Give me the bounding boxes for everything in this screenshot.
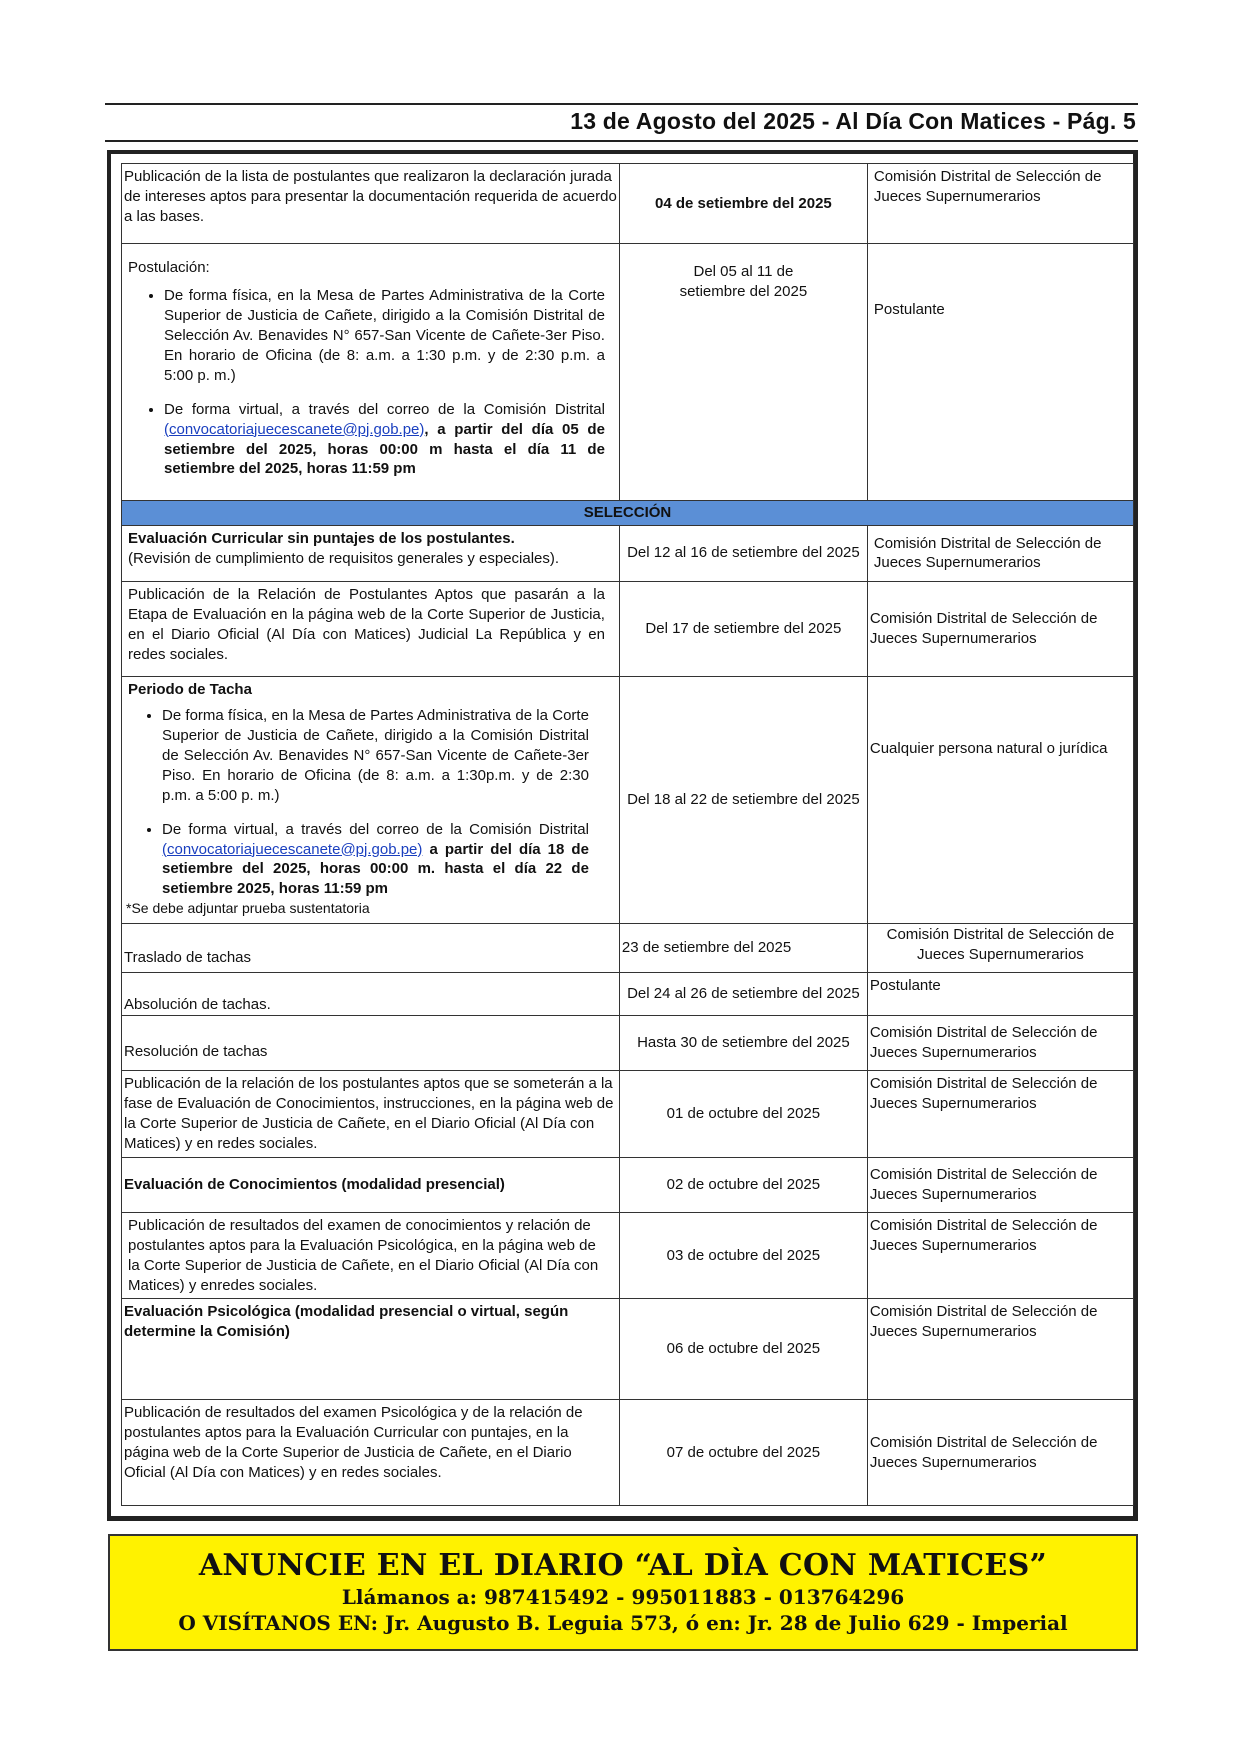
list-item: • De forma física, en la Mesa de Partes Administrativa de la Corte Superior de Justicia de Cañete, dirigido a la Comisión Distrital de Selección Av. Benavides N° 657-San Vicente de Cañete-3er Piso. En horario de Oficina (de 8: a.m. a 1:30p.m. y de 2:30 p.m. a 5:00 p. m.) bbox=[162, 706, 589, 806]
activity-cell bbox=[122, 676, 620, 923]
bullet-list bbox=[126, 706, 589, 899]
date-text: Del 05 al 11 de setiembre del 2025 bbox=[679, 263, 808, 300]
table-row bbox=[122, 1015, 1134, 1070]
responsible-cell: Postulante bbox=[867, 972, 1133, 1015]
responsible-cell: Comisión Distrital de Selección de Jueces Supernumerarios bbox=[867, 1212, 1133, 1299]
page-header bbox=[105, 103, 1138, 142]
date-cell: Del 24 al 26 de setiembre del 2025 bbox=[619, 972, 867, 1015]
date-cell bbox=[619, 244, 867, 501]
table-row bbox=[122, 676, 1134, 923]
table-row bbox=[122, 1070, 1134, 1157]
date-cell: Del 18 al 22 de setiembre del 2025 bbox=[619, 676, 867, 923]
date-cell: Hasta 30 de setiembre del 2025 bbox=[619, 1015, 867, 1070]
activity-cell: Resolución de tachas bbox=[122, 1015, 620, 1070]
table-row bbox=[122, 1212, 1134, 1299]
date-cell: 23 de setiembre del 2025 bbox=[619, 923, 867, 972]
ad-address: O VISÍTANOS EN: Jr. Augusto B. Leguia 573, ó en: Jr. 28 de Julio 629 - Imperial bbox=[178, 1611, 1068, 1635]
date-cell: 03 de octubre del 2025 bbox=[619, 1212, 867, 1299]
list-item-text: De forma virtual, a través del correo de la Comisión Distrital bbox=[162, 820, 589, 838]
table-row bbox=[122, 244, 1134, 501]
list-item bbox=[164, 400, 605, 480]
schedule-table bbox=[121, 163, 1134, 1506]
bullet-list bbox=[128, 286, 605, 479]
responsible-cell: Comisión Distrital de Selección de Jueces Supernumerarios bbox=[867, 923, 1133, 972]
table-row bbox=[122, 1157, 1134, 1212]
responsible-cell bbox=[867, 244, 1133, 501]
responsible-cell: Comisión Distrital de Selección de Jueces Supernumerarios bbox=[867, 581, 1133, 676]
header-text: 13 de Agosto del 2025 - Al Día Con Matices - Pág. 5 bbox=[570, 108, 1136, 134]
activity-cell: Publicación de resultados del examen de conocimientos y relación de postulantes aptos para la Evaluación Psicológica, en la página web de la Corte Superior de Justicia de Cañete, en el Diario Oficial (Al Día con Matices) y enredes sociales. bbox=[122, 1212, 620, 1299]
activity-cell: Publicación de resultados del examen Psicológica y de la relación de postulantes aptos para la Evaluación Curricular con puntajes, en la página web de la Corte Superior de Justicia de Cañete, en el Diario Oficial (Al Día con Matices) y en redes sociales. bbox=[122, 1400, 620, 1506]
activity-cell: Publicación de la relación de los postulantes aptos que se someterán a la fase de Evaluación de Conocimientos, instrucciones, en la página web de la Corte Superior de Justicia de Cañete, en el Diario Oficial (Al Día con Matices) y en redes sociales. bbox=[122, 1070, 620, 1157]
responsible-cell: Cualquier persona natural o jurídica bbox=[867, 676, 1133, 923]
responsible-cell: Comisión Distrital de Selección de Jueces Supernumerarios bbox=[867, 1299, 1133, 1400]
list-item-bold-text: a partir del día 18 de setiembre del 2025, horas 00:00 m. hasta el día 22 de setiembre 2025, horas 11:59 pm bbox=[162, 840, 589, 898]
list-item bbox=[162, 820, 589, 900]
activity-cell bbox=[122, 164, 620, 244]
activity-title: Postulación: bbox=[128, 259, 210, 276]
responsible-cell: Comisión Distrital de Selección de Jueces Supernumerarios bbox=[867, 525, 1133, 581]
list-item-bold-text: , a partir del día 05 de setiembre del 2025, horas 00:00 m hasta el día 11 de setiembre del 2025, horas 11:59 pm bbox=[164, 420, 605, 478]
note-text: *Se debe adjuntar prueba sustentatoria bbox=[126, 900, 370, 917]
email-link[interactable]: (convocatoriajuecescanete@pj.gob.pe) bbox=[162, 840, 423, 858]
activity-cell bbox=[122, 244, 620, 501]
section-header-row bbox=[122, 501, 1134, 526]
date-cell: 04 de setiembre del 2025 bbox=[619, 164, 867, 244]
activity-cell bbox=[122, 525, 620, 581]
activity-text: Publicación de la lista de postulantes que realizaron la declaración jurada de intereses aptos para presentar la documentación requerida de acuerdo a las bases. bbox=[124, 168, 617, 225]
responsible-cell: Comisión Distrital de Selección de Jueces Supernumerarios bbox=[867, 1157, 1133, 1212]
activity-cell: Evaluación de Conocimientos (modalidad presencial) bbox=[122, 1157, 620, 1212]
date-cell: 06 de octubre del 2025 bbox=[619, 1299, 867, 1400]
date-cell: 02 de octubre del 2025 bbox=[619, 1157, 867, 1212]
activity-text: (Revisión de cumplimiento de requisitos generales y especiales). bbox=[128, 549, 560, 567]
table-row bbox=[122, 581, 1134, 676]
table-row bbox=[122, 1400, 1134, 1506]
date-cell: Del 17 de setiembre del 2025 bbox=[619, 581, 867, 676]
activity-cell: Absolución de tachas. bbox=[122, 972, 620, 1015]
email-link[interactable]: (convocatoriajuecescanete@pj.gob.pe) bbox=[164, 420, 425, 438]
responsible-cell: Comisión Distrital de Selección de Jueces Supernumerarios bbox=[867, 1400, 1133, 1506]
activity-title: Periodo de Tacha bbox=[128, 680, 252, 698]
table-row bbox=[122, 525, 1134, 581]
ad-phones: Llámanos a: 987415492 - 995011883 - 013764296 bbox=[341, 1585, 905, 1609]
section-header-seleccion: SELECCIÓN bbox=[122, 501, 1134, 526]
date-cell: 07 de octubre del 2025 bbox=[619, 1400, 867, 1506]
activity-cell: Publicación de la Relación de Postulantes Aptos que pasarán a la Etapa de Evaluación en la página web de la Corte Superior de Justicia, en el Diario Oficial (Al Día con Matices) Judicial La República y en redes sociales. bbox=[122, 581, 620, 676]
activity-title: Evaluación Curricular sin puntajes de los postulantes. bbox=[128, 529, 515, 547]
ad-headline: ANUNCIE EN EL DIARIO “AL DÌA CON MATICES” bbox=[198, 1548, 1048, 1583]
table-row bbox=[122, 164, 1134, 244]
responsible-cell: Comisión Distrital de Selección de Jueces Supernumerarios bbox=[867, 164, 1133, 244]
table-row bbox=[122, 972, 1134, 1015]
date-cell: 01 de octubre del 2025 bbox=[619, 1070, 867, 1157]
activity-cell: Evaluación Psicológica (modalidad presencial o virtual, según determine la Comisión) bbox=[122, 1299, 620, 1400]
list-item-text: De forma virtual, a través del correo de la Comisión Distrital bbox=[164, 400, 605, 418]
responsible-cell: Comisión Distrital de Selección de Jueces Supernumerarios bbox=[867, 1015, 1133, 1070]
responsible-cell: Comisión Distrital de Selección de Jueces Supernumerarios bbox=[867, 1070, 1133, 1157]
activity-cell: Traslado de tachas bbox=[122, 923, 620, 972]
responsible-text: Postulante bbox=[873, 301, 945, 318]
advertisement-banner bbox=[108, 1534, 1138, 1651]
list-item: • De forma física, en la Mesa de Partes Administrativa de la Corte Superior de Justicia de Cañete, dirigido a la Comisión Distrital de Selección Av. Benavides N° 657-San Vicente de Cañete-3er Piso. En horario de Oficina (de 8: a.m. a 1:30 p.m. y de 2:30 p.m. a 5:00 p. m.) bbox=[164, 286, 605, 386]
table-row bbox=[122, 923, 1134, 972]
date-cell: Del 12 al 16 de setiembre del 2025 bbox=[619, 525, 867, 581]
table-row bbox=[122, 1299, 1134, 1400]
